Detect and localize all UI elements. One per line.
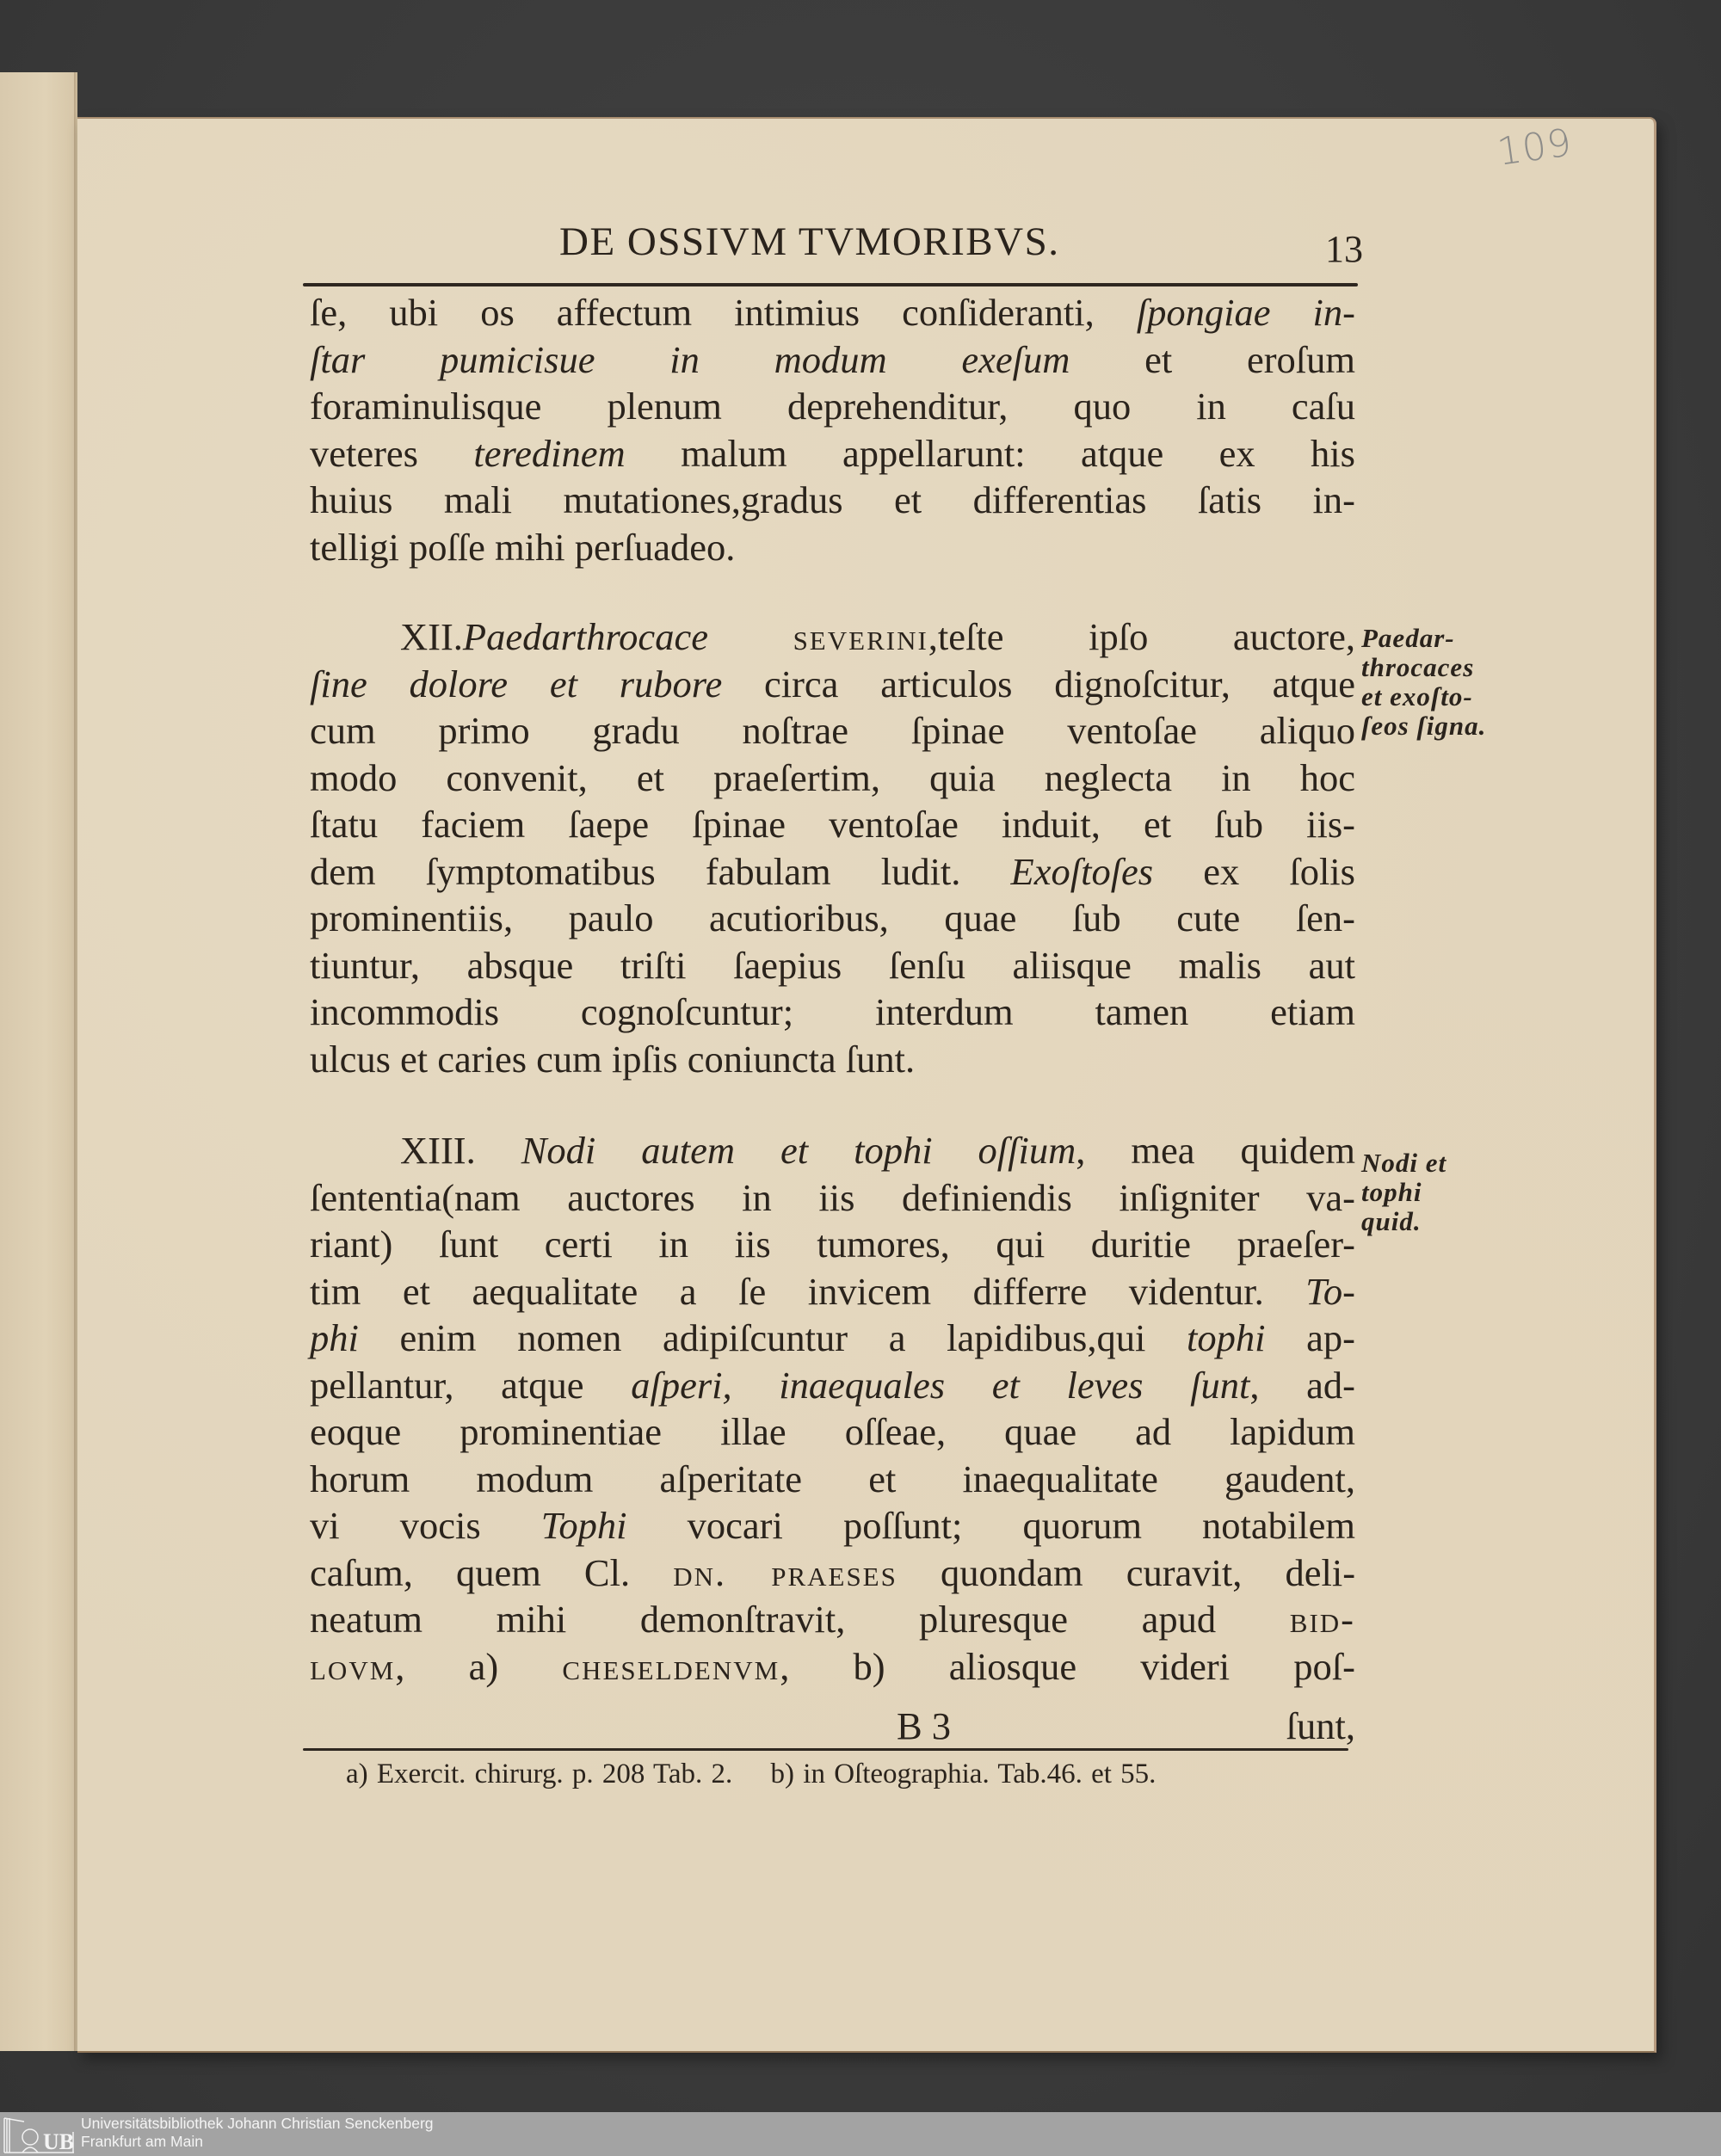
ub-logo-text: UB — [43, 2129, 74, 2154]
italic-text: Nodi autem et tophi oſſium — [521, 1129, 1076, 1172]
small-caps-name: severini — [793, 615, 928, 658]
signature-mark: B 3 — [897, 1704, 952, 1747]
handwritten-folio-number: 109 — [1494, 120, 1576, 175]
marginal-note-nodi-tophi — [1361, 1149, 1447, 1236]
text-line — [310, 1036, 1355, 1083]
small-caps-name: bid- — [1289, 1598, 1355, 1641]
text-line — [310, 524, 1355, 571]
text-run: foraminulisque plenum deprehenditur, quo in caſu — [310, 385, 1355, 428]
text-line — [310, 989, 1355, 1036]
library-name-line1: Universitätsbibliothek Johann Christian Senckenberg — [81, 2115, 434, 2132]
text-line — [310, 942, 1355, 989]
text-line — [310, 430, 1355, 477]
text-line — [310, 1127, 1355, 1174]
italic-text: Paedarthrocace — [462, 615, 708, 658]
text-line — [310, 848, 1355, 896]
text-run: , ad- — [1249, 1363, 1356, 1407]
text-line — [310, 383, 1355, 430]
paragraph-section-xiii — [310, 1127, 1355, 1690]
text-run: horum modum aſperitate et inaequalitate gaudent, — [310, 1457, 1355, 1500]
text-line — [310, 801, 1355, 848]
text-run: prominentiis, paulo acutioribus, quae ſub cute ſen- — [310, 896, 1355, 939]
italic-text: To- — [1305, 1269, 1355, 1313]
marginal-note-line: Nodi et — [1361, 1148, 1447, 1178]
small-caps-name: cheseldenvm — [562, 1644, 780, 1688]
text-run: neatum mihi demonſtravit, pluresque apud — [310, 1598, 1290, 1641]
text-run: modo convenit, et praeſertim, quia neglecta in hoc — [310, 755, 1355, 799]
marginal-note-line: Paedar- — [1361, 623, 1455, 653]
text-run: telligi poſſe mihi perſuadeo. — [310, 525, 736, 569]
text-run: vi vocis — [310, 1504, 541, 1547]
italic-text: ſpongiae in- — [1136, 291, 1355, 334]
text-line — [310, 661, 1355, 708]
text-line — [310, 336, 1355, 384]
text-run: huius mali mutationes,gradus et differentias ſatis in- — [310, 478, 1355, 521]
text-run: vocari poſſunt; quorum notabilem — [626, 1504, 1356, 1547]
text-run: enim nomen adipiſcuntur a lapidibus,qui — [358, 1316, 1187, 1359]
paragraph-1 — [310, 289, 1355, 570]
text-run: eoque prominentiae illae oſſeae, quae ad lapidum — [310, 1410, 1355, 1453]
text-run: dem ſymptomatibus fabulam ludit. — [310, 849, 1011, 893]
italic-text: tophi — [1187, 1316, 1266, 1359]
text-line — [310, 1362, 1355, 1409]
text-run — [708, 615, 793, 658]
text-run: cum primo gradu noſtrae ſpinae ventoſae aliquo — [310, 709, 1355, 752]
italic-text: phi — [310, 1316, 359, 1359]
italic-text: teredinem — [473, 431, 626, 475]
footnote-rule — [303, 1748, 1348, 1751]
marginal-note-line: tophi — [1361, 1177, 1422, 1207]
library-name — [81, 2115, 434, 2151]
text-line — [310, 477, 1355, 524]
ub-library-logo-icon — [2, 2115, 74, 2154]
text-line — [310, 613, 1355, 661]
text-run: quondam curavit, deli- — [897, 1550, 1356, 1594]
small-caps-name: dn. praeses — [673, 1550, 898, 1594]
header-rule — [303, 283, 1358, 286]
text-run: , a) — [395, 1644, 563, 1688]
paragraph-section-xii — [310, 613, 1355, 1082]
text-run: ſententia(nam auctores in iis definiendis inſigniter va- — [310, 1175, 1355, 1219]
text-line — [310, 289, 1355, 336]
text-line — [310, 755, 1355, 802]
text-line — [310, 707, 1355, 755]
text-run: ,teſte ipſo auctore, — [928, 615, 1355, 658]
text-line — [310, 1502, 1355, 1549]
signature-line — [310, 1703, 1355, 1751]
marginal-note-line: quid. — [1361, 1206, 1422, 1236]
text-run: ex ſolis — [1153, 849, 1355, 893]
text-run: ſe, ubi os affectum intimius conſideranti, — [310, 291, 1137, 334]
text-run: pellantur, atque — [310, 1363, 632, 1407]
text-line — [310, 1408, 1355, 1456]
catchword: ſunt, — [1286, 1704, 1355, 1747]
text-line — [310, 1315, 1355, 1362]
text-run: ſtatu faciem ſaepe ſpinae ventoſae induit, et ſub iis- — [310, 803, 1355, 846]
text-line — [310, 1643, 1355, 1691]
text-run: XII. — [400, 615, 463, 658]
text-line — [310, 1549, 1355, 1597]
text-run: caſum, quem Cl. — [310, 1550, 674, 1594]
text-run: tim et aequalitate a ſe invicem differre videntur. — [310, 1269, 1306, 1313]
marginal-note-line: et exoſto- — [1361, 681, 1473, 711]
running-head: DE OSSIVM TVMORIBVS. — [559, 219, 1060, 264]
text-run: malum appellarunt: atque ex his — [625, 431, 1355, 475]
marginal-note-paedarthrocaces — [1361, 624, 1486, 741]
text-run: ap- — [1265, 1316, 1355, 1359]
italic-text: aſperi, inaequales et leves ſunt — [631, 1363, 1250, 1407]
text-run: , mea quidem — [1076, 1129, 1355, 1172]
footnote-a: a) Exercit. chirurg. p. 208 Tab. 2. — [346, 1759, 733, 1789]
text-run: circa articulos dignoſcitur, atque — [722, 662, 1356, 705]
page-number: 13 — [1325, 228, 1363, 270]
italic-text: Tophi — [540, 1504, 627, 1547]
text-run: et eroſum — [1070, 337, 1355, 381]
text-line — [310, 1268, 1355, 1315]
library-name-line2: Frankfurt am Main — [81, 2133, 203, 2150]
small-caps-name: lovm — [310, 1644, 396, 1688]
text-run: XIII. — [400, 1129, 521, 1172]
text-run: incommodis cognoſcuntur; interdum tamen etiam — [310, 990, 1355, 1033]
italic-text: Exoſtoſes — [1010, 849, 1154, 893]
text-run: veteres — [310, 431, 474, 475]
footnote-b: b) in Oſteographia. Tab.46. et 55. — [770, 1759, 1157, 1789]
italic-text: ſine dolore et rubore — [310, 662, 723, 705]
marginal-note-line: throcaces — [1361, 652, 1475, 682]
facing-page-edge — [0, 72, 76, 2051]
text-line — [310, 895, 1355, 942]
text-run: riant) ſunt certi in iis tumores, qui duritie praeſer- — [310, 1223, 1355, 1266]
footnotes — [346, 1759, 1185, 1790]
text-line — [310, 1174, 1355, 1222]
text-line — [310, 1596, 1355, 1643]
italic-text: ſtar pumicisue in modum exeſum — [310, 337, 1070, 381]
text-line — [310, 1456, 1355, 1503]
marginal-note-line: ſeos ſigna. — [1361, 711, 1487, 741]
text-run: tiuntur, absque triſti ſaepius ſenſu aliisque malis aut — [310, 943, 1355, 987]
text-line — [310, 1221, 1355, 1268]
text-run: , b) aliosque videri poſ- — [780, 1644, 1355, 1688]
text-run: ulcus et caries cum ipſis coniuncta ſunt. — [310, 1037, 916, 1081]
